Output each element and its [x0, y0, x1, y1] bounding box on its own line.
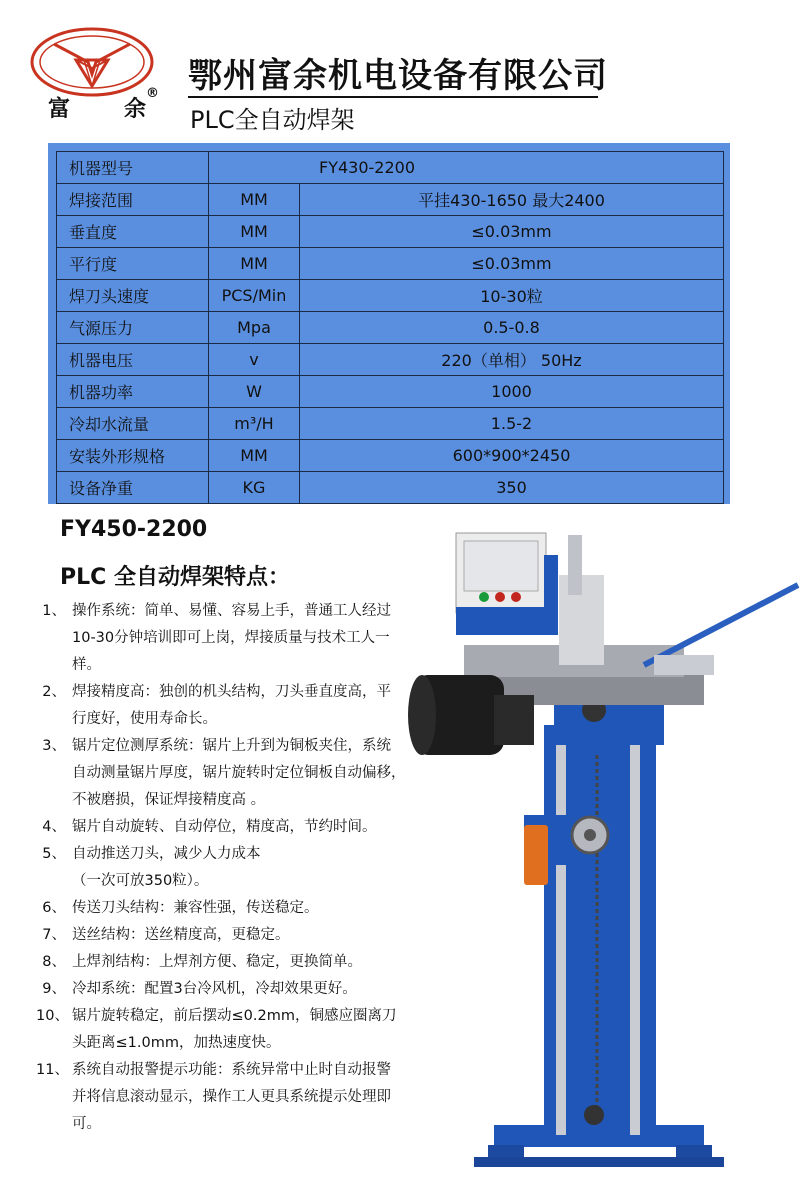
feature-line: 送丝结构：送丝精度高，更稳定。 — [72, 927, 290, 943]
feature-line: 10-30分钟培训即可上岗，焊接质量与技术工人一样。 — [72, 630, 390, 673]
feature-item — [36, 1003, 416, 1057]
spec-unit: m³/H — [209, 408, 300, 440]
spec-unit: MM — [209, 248, 300, 280]
spec-row — [57, 472, 724, 504]
spec-value: 350 — [300, 472, 724, 504]
spec-name: 平行度 — [57, 248, 209, 280]
feature-item — [36, 679, 416, 733]
spec-unit: MM — [209, 216, 300, 248]
feature-number: 6、 — [42, 900, 66, 916]
spec-unit: Mpa — [209, 312, 300, 344]
spec-unit: KG — [209, 472, 300, 504]
spec-row — [57, 312, 724, 344]
spec-row — [57, 376, 724, 408]
feature-line: 焊接精度高：独创的机头结构，刀头垂直度高，平 — [72, 684, 391, 700]
spec-value: ≤0.03mm — [300, 248, 724, 280]
logo-char-fu: 富 — [48, 97, 71, 122]
spec-table — [56, 151, 724, 504]
feature-item — [36, 841, 416, 895]
company-name: 鄂州富余机电设备有限公司 — [188, 56, 608, 96]
spec-table-panel — [48, 143, 730, 504]
feature-line: 行度好，使用寿命长。 — [72, 711, 217, 727]
feature-line: 操作系统：简单、易懂、容易上手，普通工人经过 — [72, 603, 391, 619]
feature-number: 3、 — [42, 738, 66, 754]
spec-unit: MM — [209, 184, 300, 216]
feature-line: 并将信息滚动显示，操作工人更具系统提示处理即 — [72, 1089, 391, 1105]
header-rule — [188, 96, 598, 98]
spec-name: 机器功率 — [57, 376, 209, 408]
feature-number: 2、 — [42, 684, 66, 700]
feature-line: 可。 — [72, 1116, 101, 1132]
feature-item — [36, 814, 416, 841]
model-heading: FY450-2200 — [60, 517, 208, 542]
feature-item — [36, 949, 416, 976]
feature-item — [36, 598, 416, 679]
feature-line: 锯片定位测厚系统：锯片上升到为铜板夹住，系统 — [72, 738, 391, 754]
feature-item — [36, 733, 416, 814]
spec-value: 1.5-2 — [300, 408, 724, 440]
spec-name: 焊刀头速度 — [57, 280, 209, 312]
feature-number: 4、 — [42, 819, 66, 835]
logo-char-yu: 余 — [124, 97, 147, 122]
feature-line: 自动测量锯片厚度，锯片旋转时定位铜板自动偏移， — [72, 765, 406, 781]
spec-model-value: FY430-2200 — [209, 152, 724, 184]
feature-number: 1、 — [42, 603, 66, 619]
feature-line: 传送刀头结构：兼容性强，传送稳定。 — [72, 900, 319, 916]
spec-value: 220（单相） 50Hz — [300, 344, 724, 376]
spec-row — [57, 440, 724, 472]
feature-line: 头距离≤1.0mm，加热速度快。 — [72, 1035, 281, 1051]
feature-item — [36, 922, 416, 949]
spec-value: 0.5-0.8 — [300, 312, 724, 344]
feature-line: 冷却系统：配置3台冷风机，冷却效果更好。 — [72, 981, 357, 997]
feature-item — [36, 976, 416, 1003]
spec-value: 1000 — [300, 376, 724, 408]
spec-unit: v — [209, 344, 300, 376]
feature-number: 5、 — [42, 846, 66, 862]
spec-value: 600*900*2450 — [300, 440, 724, 472]
feature-number: 9、 — [42, 981, 66, 997]
spec-row-model — [57, 152, 724, 184]
spec-row — [57, 248, 724, 280]
spec-unit: PCS/Min — [209, 280, 300, 312]
company-logo — [28, 22, 168, 122]
spec-value: 10-30粒 — [300, 280, 724, 312]
spec-row — [57, 280, 724, 312]
registered-mark: ® — [146, 86, 159, 101]
feature-line: 锯片旋转稳定，前后摆动≤0.2mm，铜感应圈离刀 — [72, 1008, 397, 1024]
features-title: PLC 全自动焊架特点： — [60, 565, 290, 590]
feature-line: 不被磨损，保证焊接精度高 。 — [72, 792, 266, 808]
spec-name: 冷却水流量 — [57, 408, 209, 440]
feature-number: 8、 — [42, 954, 66, 970]
spec-row — [57, 184, 724, 216]
spec-name: 气源压力 — [57, 312, 209, 344]
spec-row — [57, 216, 724, 248]
feature-item — [36, 895, 416, 922]
feature-number: 7、 — [42, 927, 66, 943]
spec-name: 焊接范围 — [57, 184, 209, 216]
spec-row — [57, 344, 724, 376]
features-list — [36, 598, 416, 1138]
feature-line: 系统自动报警提示功能：系统异常中止时自动报警 — [72, 1062, 391, 1078]
spec-value: ≤0.03mm — [300, 216, 724, 248]
feature-number: 11、 — [36, 1062, 69, 1078]
spec-name: 机器电压 — [57, 344, 209, 376]
feature-line: （一次可放350粒）。 — [72, 873, 209, 889]
spec-model-label: 机器型号 — [57, 152, 209, 184]
feature-line: 锯片自动旋转、自动停位，精度高，节约时间。 — [72, 819, 377, 835]
spec-name: 垂直度 — [57, 216, 209, 248]
product-subtitle: PLC全自动焊架 — [190, 106, 355, 134]
spec-row — [57, 408, 724, 440]
spec-unit: W — [209, 376, 300, 408]
spec-name: 设备净重 — [57, 472, 209, 504]
feature-line: 自动推送刀头，减少人力成本 — [72, 846, 261, 862]
feature-line: 上焊剂结构：上焊剂方便、稳定，更换简单。 — [72, 954, 362, 970]
feature-item — [36, 1057, 416, 1138]
spec-unit: MM — [209, 440, 300, 472]
spec-value: 平挂430-1650 最大2400 — [300, 184, 724, 216]
feature-number: 10、 — [36, 1008, 69, 1024]
welding-machine-image — [404, 515, 800, 1175]
spec-name: 安装外形规格 — [57, 440, 209, 472]
